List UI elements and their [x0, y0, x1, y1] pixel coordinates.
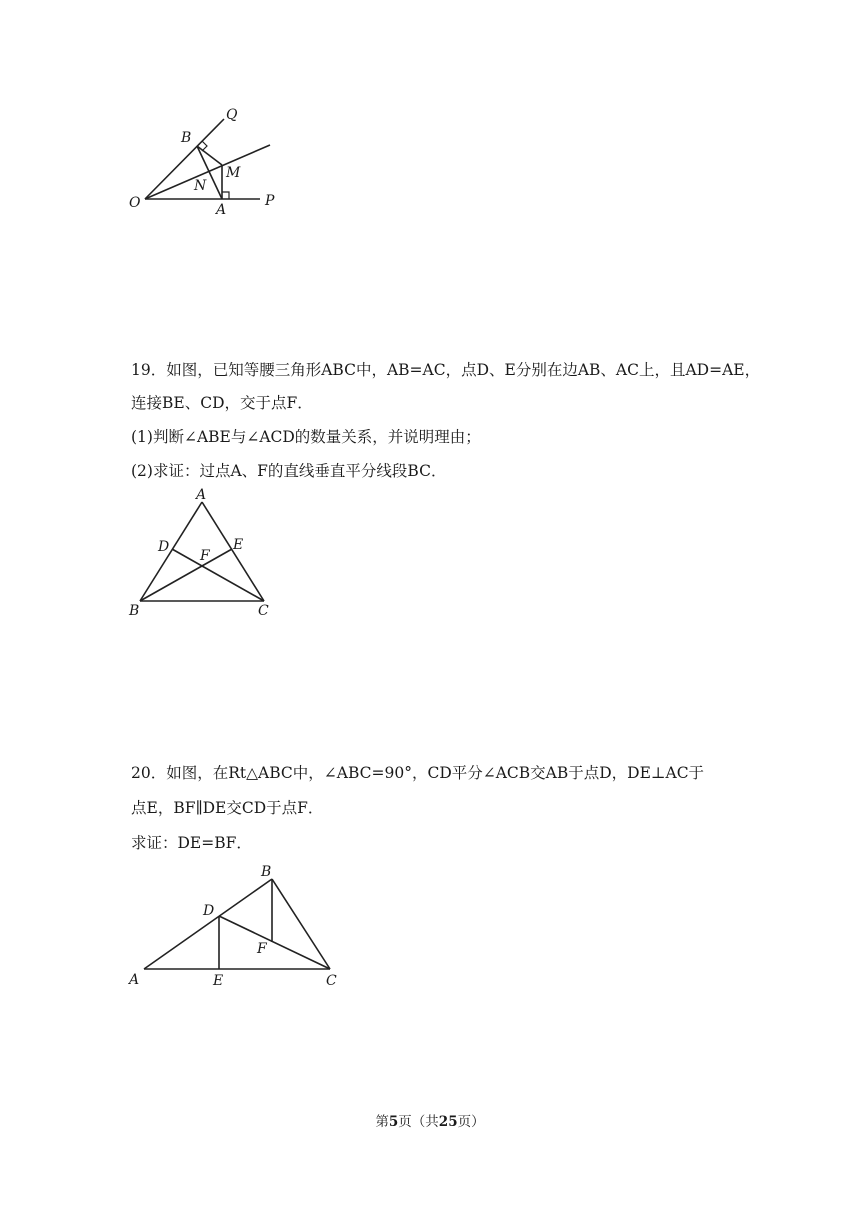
figure-19-isosceles-triangle [120, 485, 290, 625]
label-a: A [196, 487, 207, 503]
label-b: B [129, 603, 140, 619]
footer-suffix: 页） [457, 1114, 485, 1130]
label-c: C [326, 973, 337, 989]
footer-prefix: 第 [375, 1114, 389, 1130]
label-d: D [158, 539, 170, 555]
q20-prove: 求证：DE=BF． [131, 834, 252, 852]
q19-line-2: 连接BE、CD，交于点F． [131, 394, 313, 412]
label-f: F [200, 548, 210, 564]
label-b: B [181, 130, 192, 146]
side-ab [140, 502, 202, 601]
q19-part-2: (2)求证：过点A、F的直线垂直平分线段BC． [131, 462, 447, 480]
footer-middle: 页（共 [398, 1114, 439, 1130]
label-d: D [203, 903, 215, 919]
label-e: E [233, 537, 244, 553]
label-e: E [213, 973, 224, 989]
footer-total-pages: 25 [438, 1114, 458, 1130]
q20-line-2: 点E，BF∥DE交CD于点F． [131, 799, 324, 817]
q19-line-1: 19．如图，已知等腰三角形ABC中，AB=AC，点D、E分别在边AB、AC上，且AD=AE， [131, 361, 761, 379]
figure-18-angle-bisector [120, 95, 290, 225]
label-p: P [265, 193, 275, 209]
label-m: M [226, 165, 241, 181]
label-a: A [216, 202, 227, 218]
label-q: Q [226, 107, 238, 123]
label-a: A [129, 972, 140, 988]
label-c: C [258, 603, 269, 619]
label-b: B [261, 864, 272, 880]
right-angle-mark-a [222, 192, 229, 199]
right-angle-mark-b [202, 141, 207, 151]
label-n: N [194, 178, 207, 194]
footer-page-number: 5 [388, 1114, 399, 1130]
page-footer [0, 1110, 860, 1130]
figure-20-right-triangle [120, 858, 350, 998]
q19-part-1: (1)判断∠ABE与∠ACD的数量关系，并说明理由； [131, 428, 481, 446]
q20-line-1: 20．如图，在Rt△ABC中，∠ABC=90°，CD平分∠ACB交AB于点D，DE⊥AC于 [131, 764, 705, 782]
label-o: O [129, 195, 141, 211]
side-ab [144, 879, 272, 969]
label-f: F [257, 941, 267, 957]
